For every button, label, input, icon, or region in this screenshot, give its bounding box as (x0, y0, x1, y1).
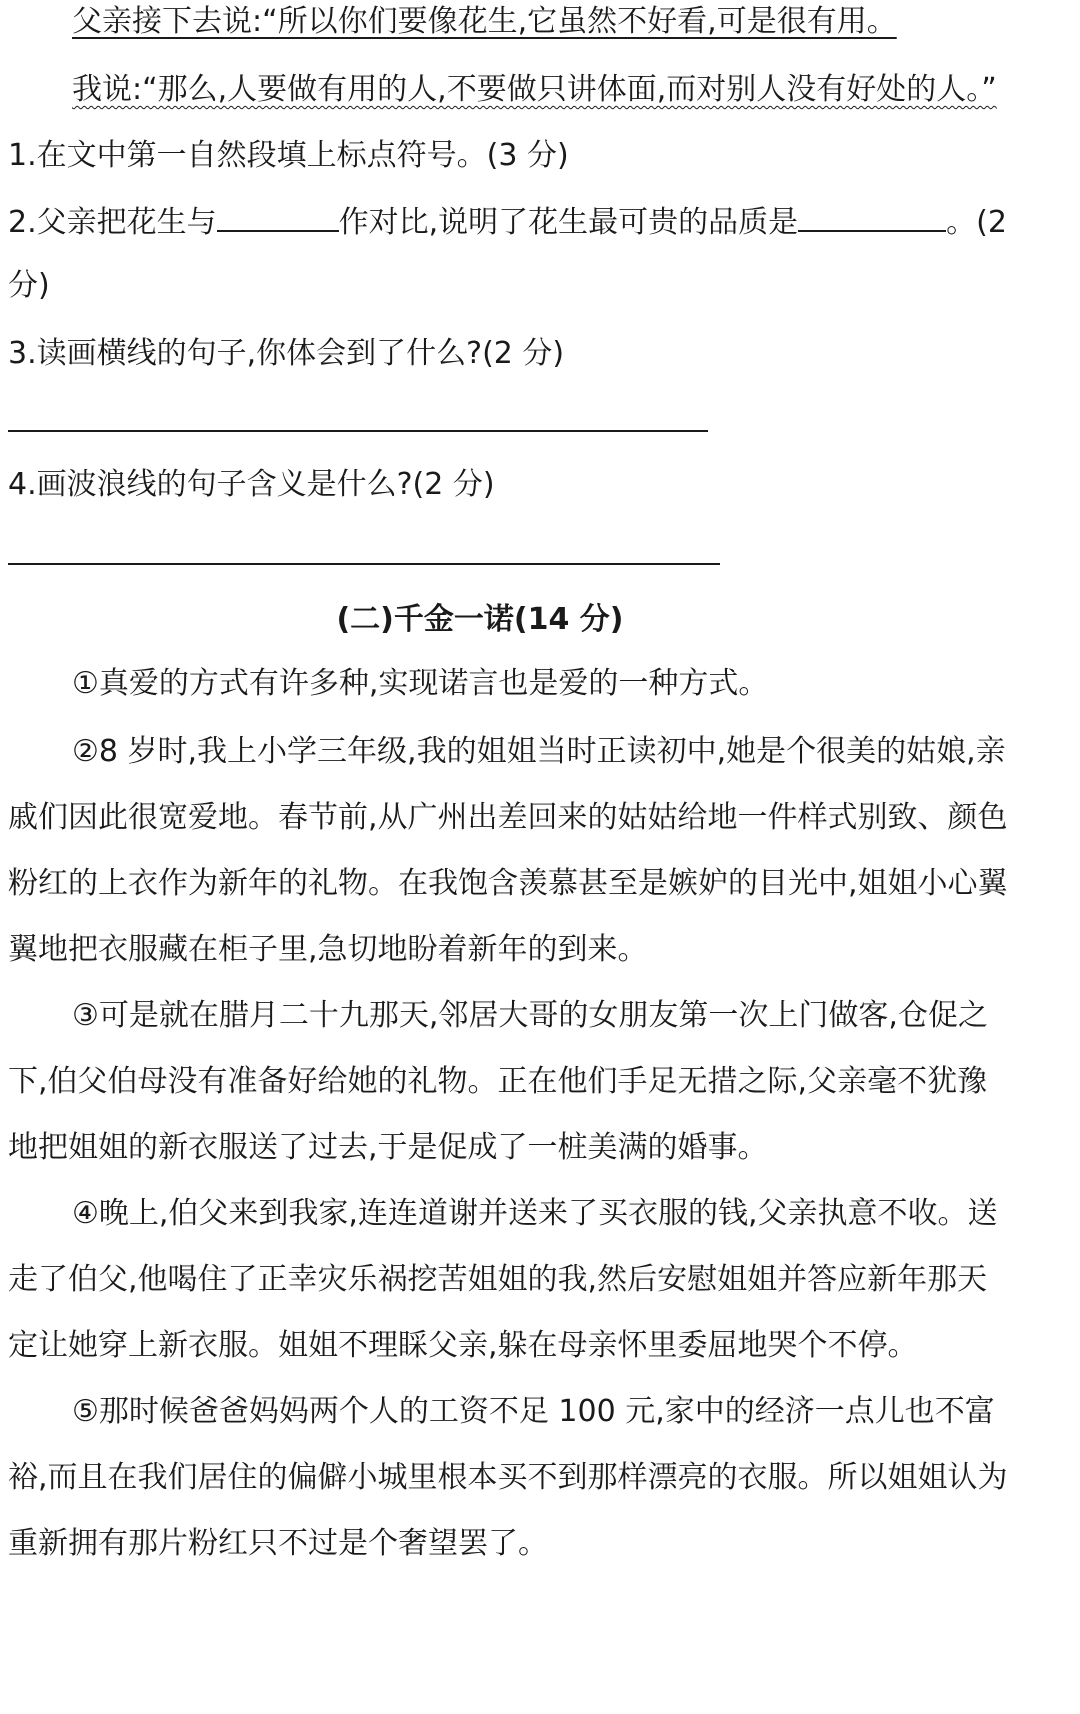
wavy-underlined-sentence: 我说:“那么,人要做有用的人,不要做只讲体面,而对别人没有好处的人。” (72, 72, 997, 107)
answer-blank-2[interactable] (798, 202, 946, 232)
answer-line-4[interactable] (8, 563, 720, 565)
passage-line-2 (72, 70, 1072, 110)
paragraph-line: ①真爱的方式有许多种,实现诺言也是爱的一种方式。 (72, 666, 769, 701)
paragraph-line: 粉红的上衣作为新年的礼物。在我饱含羡慕甚至是嫉妒的目光中,姐姐小心翼 (8, 866, 1008, 901)
paragraph-line: 地把姐姐的新衣服送了过去,于是促成了一桩美满的婚事。 (8, 1130, 768, 1165)
question-4: 4.画波浪线的句子含义是什么?(2 分) (8, 467, 495, 502)
paragraph-line: 走了伯父,他喝住了正幸灾乐祸挖苦姐姐的我,然后安慰姐姐并答应新年那天 (8, 1262, 988, 1297)
answer-blank-1[interactable] (217, 202, 339, 232)
paragraph-line: 下,伯父伯母没有准备好给她的礼物。正在他们手足无措之际,父亲毫不犹豫 (8, 1064, 988, 1099)
paragraph-line: ⑤那时候爸爸妈妈两个人的工资不足 100 元,家中的经济一点儿也不富 (72, 1394, 995, 1429)
paragraph-line: 裕,而且在我们居住的偏僻小城里根本买不到那样漂亮的衣服。所以姐姐认为 (8, 1460, 1008, 1495)
paragraph-line: 戚们因此很宽爱地。春节前,从广州出差回来的姑姑给地一件样式别致、颜色 (8, 800, 1008, 835)
question-2-continued: 分) (8, 268, 50, 303)
question-3: 3.读画横线的句子,你体会到了什么?(2 分) (8, 336, 565, 371)
underlined-sentence: 父亲接下去说:“所以你们要像花生,它虽然不好看,可是很有用。 (72, 4, 897, 39)
question-1: 1.在文中第一自然段填上标点符号。(3 分) (8, 138, 569, 173)
paragraph-line: 翼地把衣服藏在柜子里,急切地盼着新年的到来。 (8, 932, 648, 967)
paragraph-line: ②8 岁时,我上小学三年级,我的姐姐当时正读初中,她是个很美的姑娘,亲 (72, 734, 1006, 769)
question-2: 2.父亲把花生与 作对比,说明了花生最可贵的品质是 。(2 (8, 202, 1072, 243)
paragraph-line: 定让她穿上新衣服。姐姐不理睬父亲,躲在母亲怀里委屈地哭个不停。 (8, 1328, 918, 1363)
answer-line-3[interactable] (8, 430, 708, 432)
paragraph-line: ④晚上,伯父来到我家,连连道谢并送来了买衣服的钱,父亲执意不收。送 (72, 1196, 998, 1231)
section-title: (二)千金一诺(14 分) (336, 602, 624, 637)
paragraph-line: 重新拥有那片粉红只不过是个奢望罢了。 (8, 1526, 548, 1561)
passage-line-1 (72, 2, 1072, 42)
paragraph-line: ③可是就在腊月二十九那天,邻居大哥的女朋友第一次上门做客,仓促之 (72, 998, 988, 1033)
